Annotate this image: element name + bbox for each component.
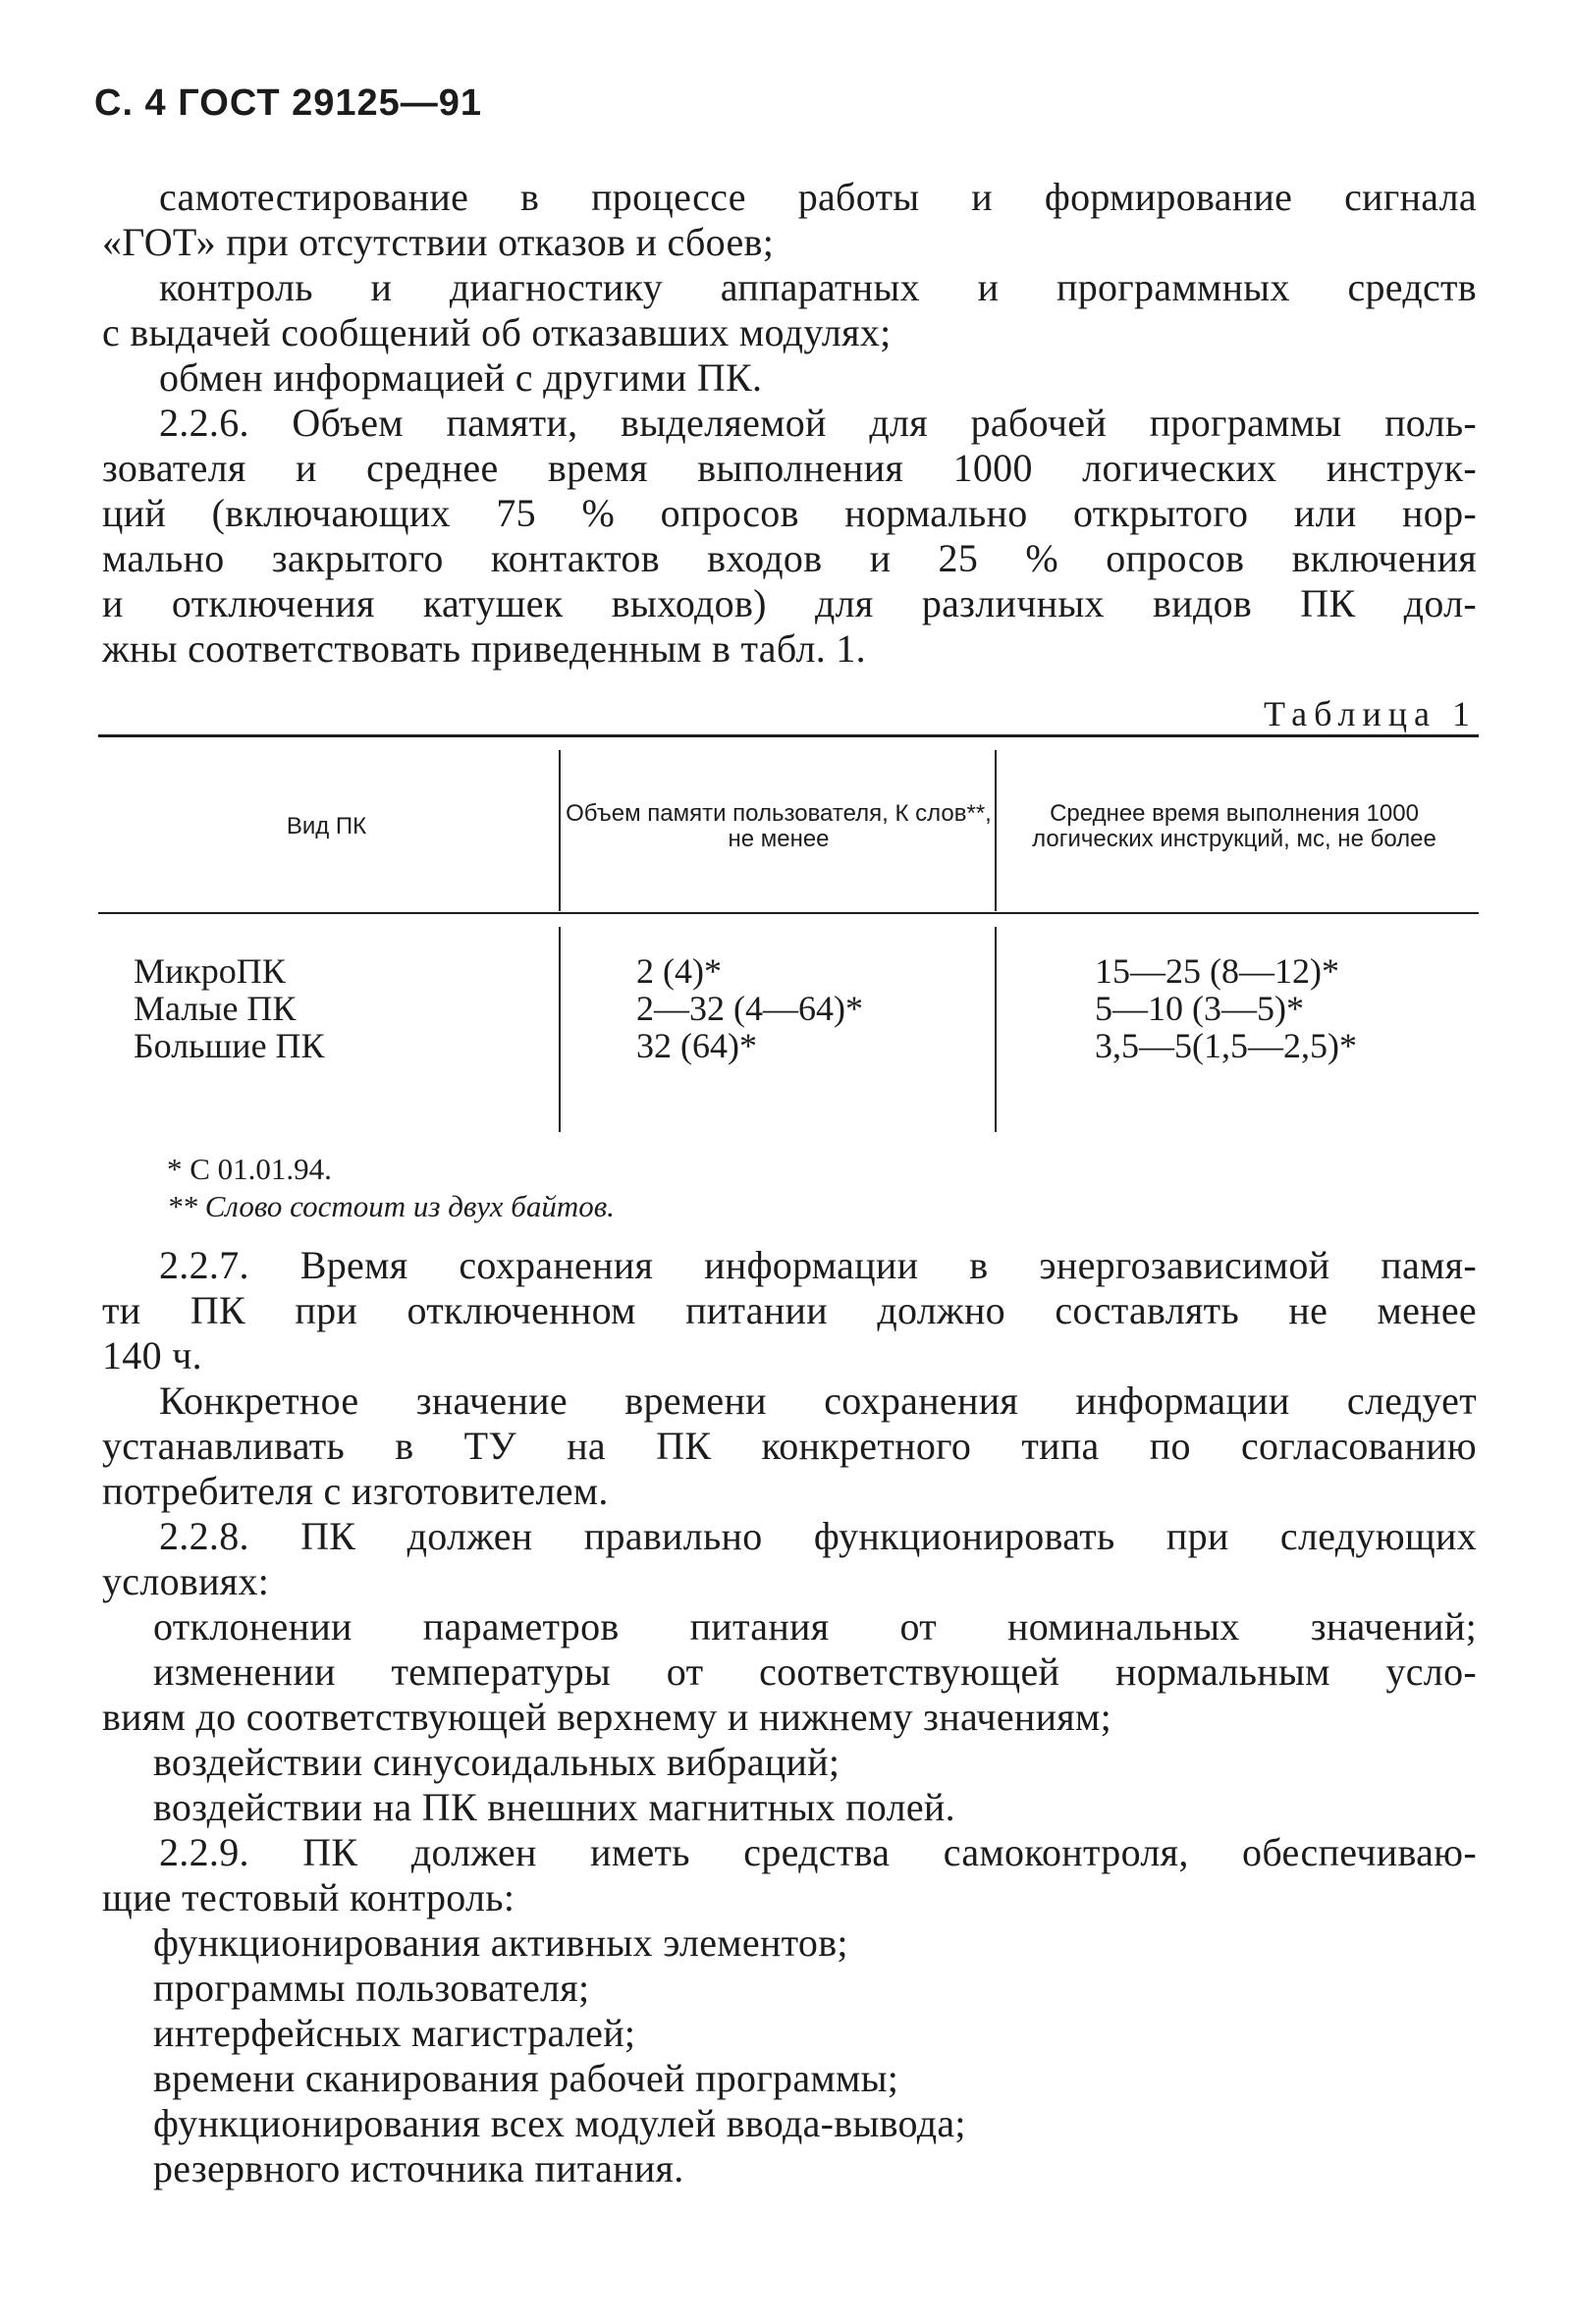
table-cell-memory: 2—32 (4—64)* bbox=[636, 989, 863, 1028]
text-line: 2.2.6. Объем памяти, выделяемой для рабочей программы поль- bbox=[159, 401, 1477, 445]
text-line: «ГОТ» при отсутствии отказов и сбоев; bbox=[102, 220, 775, 264]
text-line: виям до соответствующей верхнему и нижнему значениям; bbox=[102, 1695, 1112, 1739]
text-line: отклонении параметров питания от номинальных значений; bbox=[153, 1604, 1477, 1648]
text-line: ций (включающих 75 % опросов нормально открытого или нор- bbox=[102, 491, 1477, 535]
table-caption: Таблица 1 bbox=[1264, 694, 1477, 733]
text-line: воздействии синусоидальных вибраций; bbox=[153, 1740, 840, 1784]
text-line: контроль и диагностику аппаратных и программных средств bbox=[159, 265, 1477, 309]
table-cell-kind: Большие ПК bbox=[134, 1026, 325, 1065]
text-line: резервного источника питания. bbox=[153, 2146, 684, 2190]
text-line: функционирования активных элементов; bbox=[153, 1920, 848, 1965]
text-line: 2.2.7. Время сохранения информации в энергозависимой памя- bbox=[159, 1243, 1477, 1287]
text-line: Конкретное значение времени сохранения информации следует bbox=[159, 1378, 1477, 1423]
text-line: с выдачей сообщений об отказавших модулях; bbox=[102, 310, 892, 354]
text-line: устанавливать в ТУ на ПК конкретного типа по согласованию bbox=[102, 1424, 1477, 1468]
table-body-divider bbox=[995, 927, 997, 1132]
footnote: ** Слово состоит из двух байтов. bbox=[167, 1189, 615, 1223]
text-line: функционирования всех модулей ввода-вывода; bbox=[153, 2101, 966, 2145]
header-time: Среднее время выполнения 1000 логических инструкций, мс, не более bbox=[1032, 800, 1436, 852]
text-line: щие тестовый контроль: bbox=[102, 1875, 515, 1919]
table-cell-kind: МикроПК bbox=[134, 951, 286, 991]
table-header-divider bbox=[559, 750, 561, 911]
text-line: изменении температуры от соответствующей нормальным усло- bbox=[153, 1649, 1477, 1694]
text-line: мально закрытого контактов входов и 25 % опросов включения bbox=[102, 536, 1477, 580]
text-line: 140 ч. bbox=[102, 1333, 202, 1378]
text-line: воздействии на ПК внешних магнитных полей. bbox=[153, 1785, 955, 1829]
table-footnotes bbox=[167, 1151, 615, 1225]
text-line: потребителя с изготовителем. bbox=[102, 1469, 609, 1513]
text-line: жны соответствовать приведенным в табл. 1. bbox=[102, 626, 866, 671]
table-top-rule bbox=[98, 734, 1479, 737]
footnote: * С 01.01.94. bbox=[167, 1152, 332, 1186]
paragraph-block-2 bbox=[102, 1243, 1477, 2191]
table-cell-memory: 32 (64)* bbox=[636, 1026, 757, 1065]
table-cell-time: 15—25 (8—12)* bbox=[1095, 951, 1339, 991]
data-table bbox=[98, 734, 1479, 1132]
header-kind: Вид ПК bbox=[286, 813, 367, 839]
table-body-divider bbox=[559, 927, 561, 1132]
text-line: программы пользователя; bbox=[153, 1966, 590, 2010]
text-line: зователя и среднее время выполнения 1000 логических инструк- bbox=[102, 446, 1477, 490]
text-line: 2.2.9. ПК должен иметь средства самоконтроля, обеспечиваю- bbox=[159, 1830, 1477, 1874]
table-header-rule bbox=[98, 912, 1479, 914]
paragraph-block-1 bbox=[102, 175, 1477, 672]
header-memory: Объем памяти пользователя, К слов**, не менее bbox=[566, 800, 992, 852]
page-header: С. 4 ГОСТ 29125—91 bbox=[94, 82, 483, 124]
table-cell-memory: 2 (4)* bbox=[636, 951, 722, 991]
text-line: самотестирование в процессе работы и формирование сигнала bbox=[159, 175, 1477, 219]
table-header-divider bbox=[995, 750, 997, 911]
text-line: 2.2.8. ПК должен правильно функционировать при следующих bbox=[159, 1514, 1477, 1558]
text-line: условиях: bbox=[102, 1559, 270, 1603]
text-line: времени сканирования рабочей программы; bbox=[153, 2056, 899, 2100]
table-cell-kind: Малые ПК bbox=[134, 989, 297, 1028]
text-line: обмен информацией с другими ПК. bbox=[159, 355, 763, 400]
table-cell-time: 5—10 (3—5)* bbox=[1095, 989, 1304, 1028]
table-cell-time: 3,5—5(1,5—2,5)* bbox=[1095, 1026, 1357, 1065]
text-line: интерфейсных магистралей; bbox=[153, 2011, 636, 2055]
text-line: и отключения катушек выходов) для различных видов ПК дол- bbox=[102, 581, 1477, 625]
text-line: ти ПК при отключенном питании должно составлять не менее bbox=[102, 1288, 1477, 1332]
